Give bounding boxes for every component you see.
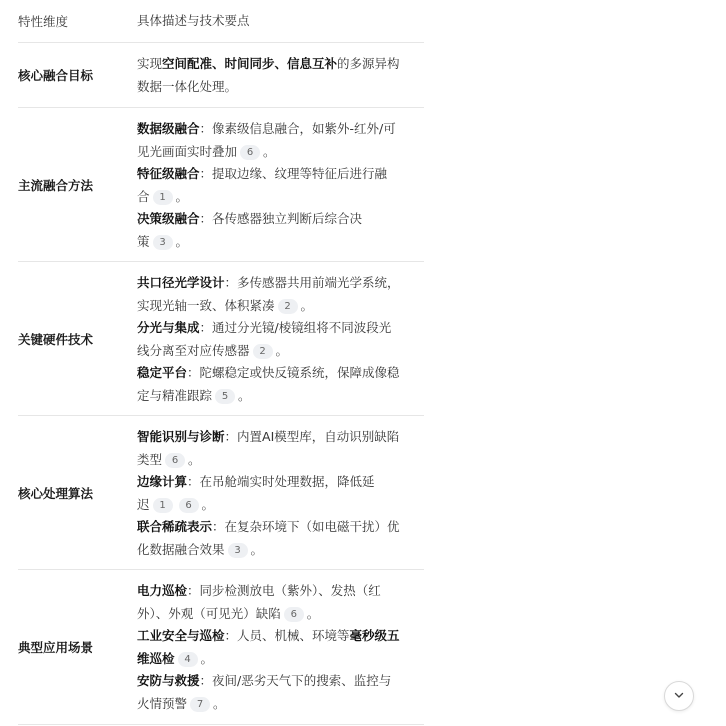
list-item: 决策级融合：各传感器独立判断后综合决 策 3 。	[137, 211, 363, 249]
table-row	[18, 108, 424, 262]
row-description	[137, 416, 424, 569]
scroll-down-button[interactable]	[664, 681, 694, 711]
list-item: 边缘计算：在吊舱端实时处理数据，降低延 迟 1 6 。	[137, 474, 375, 512]
citation-badge[interactable]: 5	[215, 389, 235, 404]
row-description	[137, 108, 424, 261]
header-cell-dimension: 特性维度	[18, 14, 69, 29]
citation-badge[interactable]: 1	[153, 190, 173, 205]
list-item: 智能识别与诊断：内置AI模型库，自动识别缺陷 类型 6 。	[137, 429, 400, 467]
header-cell-description: 具体描述与技术要点	[137, 12, 250, 28]
row-label: 核心融合目标	[18, 68, 94, 83]
row-description: 实现空间配准、时间同步、信息互补的多源异构 数据一体化处理。	[137, 56, 400, 94]
citation-badge[interactable]: 2	[278, 299, 298, 314]
row-label: 核心处理算法	[18, 485, 94, 501]
row-label: 关键硬件技术	[18, 331, 94, 347]
list-item: 稳定平台：陀螺稳定或快反镜系统，保障成像稳 定与精准跟踪 5 。	[137, 365, 400, 403]
citation-badge[interactable]: 7	[190, 697, 210, 712]
citation-badge[interactable]: 6	[284, 607, 304, 622]
citation-badge[interactable]: 6	[240, 145, 260, 160]
table-row	[18, 570, 424, 725]
table-row	[18, 43, 424, 108]
citation-badge[interactable]: 6	[165, 453, 185, 468]
table-header-row	[18, 0, 424, 43]
citation-badge[interactable]: 3	[228, 543, 248, 558]
chevron-down-icon	[673, 689, 685, 704]
list-item: 电力巡检：同步检测放电（紫外）、发热（红 外）、外观（可见光）缺陷 6 。	[137, 583, 381, 621]
citation-badge[interactable]: 1	[153, 498, 173, 513]
list-item: 共口径光学设计：多传感器共用前端光学系统， 实现光轴一致、体积紧凑 2 。	[137, 275, 400, 313]
list-item: 特征级融合：提取边缘、纹理等特征后进行融 合 1 。	[137, 166, 388, 204]
citation-badge[interactable]: 2	[253, 344, 273, 359]
citation-badge[interactable]: 4	[178, 652, 198, 667]
list-item: 安防与救援：夜间/恶劣天气下的搜索、监控与 火情预警 7 。	[137, 673, 392, 711]
row-label: 典型应用场景	[18, 640, 94, 655]
list-item: 数据级融合：像素级信息融合，如紫外-红外/可 见光画面实时叠加 6 。	[137, 121, 396, 159]
row-description	[137, 262, 424, 415]
row-label: 主流融合方法	[18, 177, 94, 193]
list-item: 联合稀疏表示：在复杂环境下（如电磁干扰）优 化数据融合效果 3 。	[137, 519, 400, 557]
citation-badge[interactable]: 6	[179, 498, 199, 513]
table-row	[18, 416, 424, 570]
row-description	[137, 570, 424, 724]
feature-table	[18, 0, 424, 725]
list-item: 分光与集成：通过分光镜/棱镜组将不同波段光 线分离至对应传感器 2 。	[137, 320, 392, 358]
list-item: 工业安全与巡检：人员、机械、环境等毫秒级五 维巡检 4 。	[137, 628, 400, 666]
citation-badge[interactable]: 3	[153, 235, 173, 250]
table-row	[18, 262, 424, 416]
